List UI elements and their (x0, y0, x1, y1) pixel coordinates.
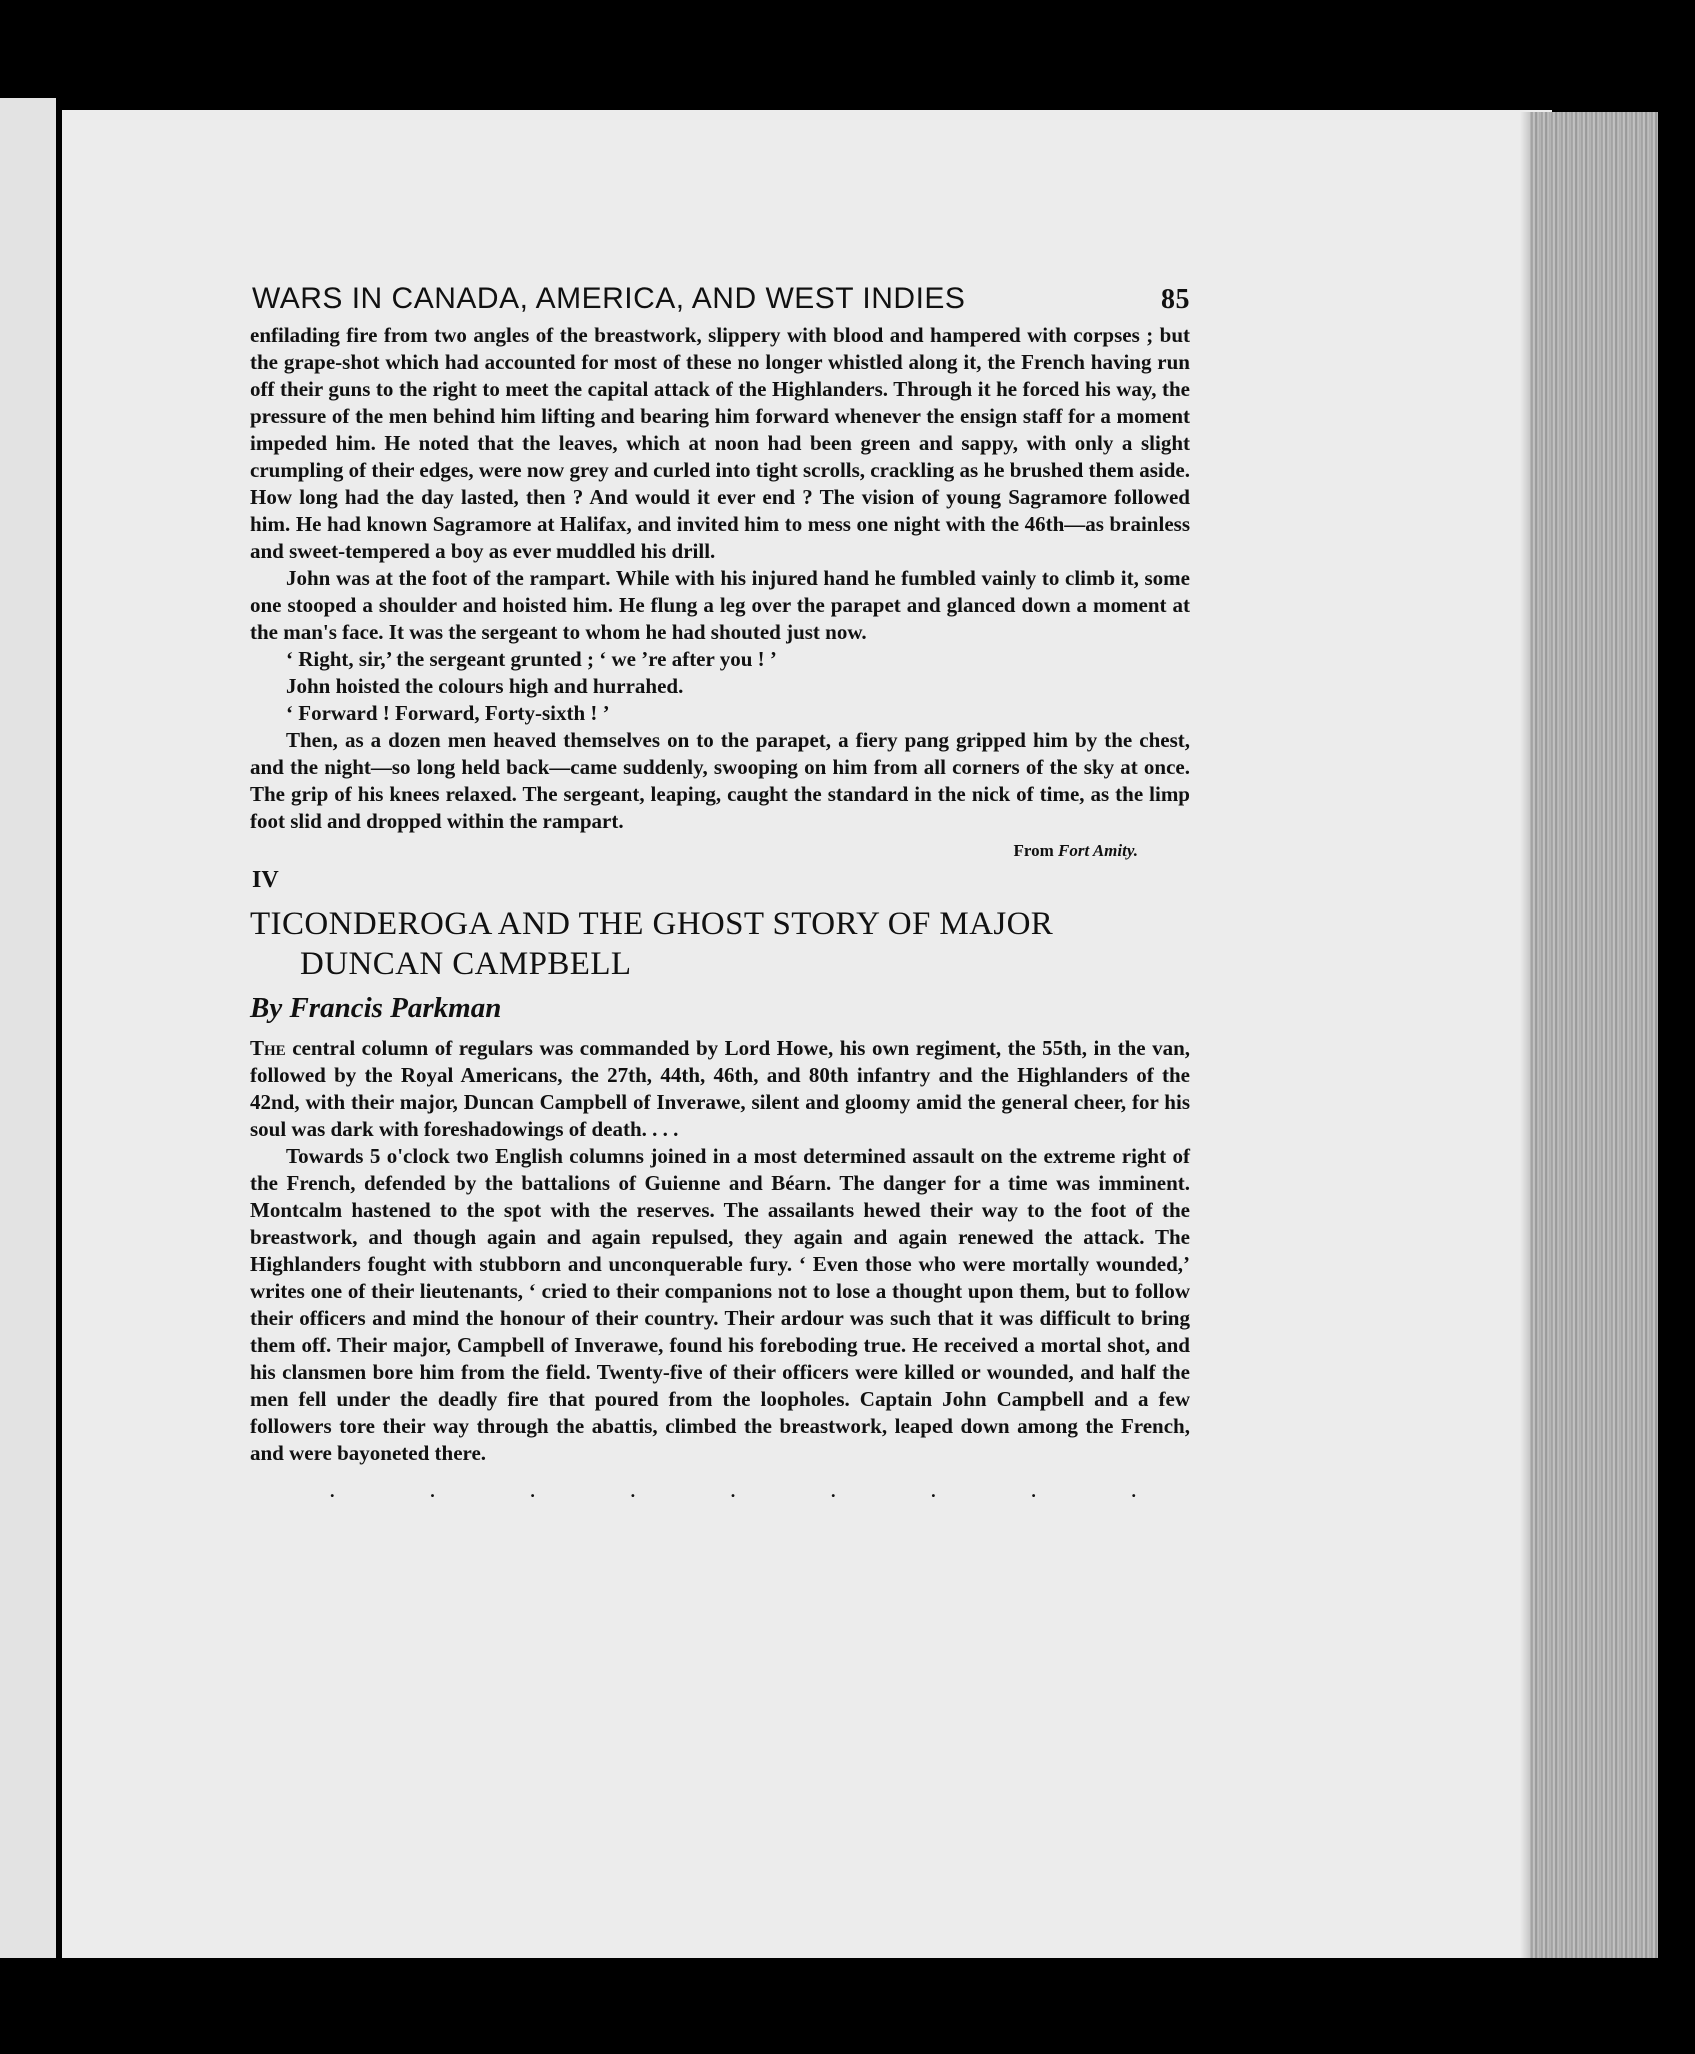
chapter-text (250, 1035, 1190, 1467)
paragraph: John hoisted the colours high and hurrahed. (286, 674, 684, 698)
paragraph: John was at the foot of the rampart. While with his injured hand he fumbled vainly to climb it, some one stooped a shoulder and hoisted him. He flung a leg over the parapet and glanced down a moment at the man's face. It was the sergeant to whom he had shouted just now. (250, 566, 1190, 644)
dot: . (1131, 1481, 1136, 1501)
lead-word: The (250, 1036, 286, 1060)
dot: . (630, 1481, 636, 1501)
dot: . (730, 1481, 736, 1501)
running-head (252, 282, 1190, 316)
dot: . (430, 1481, 435, 1501)
dot: . (1031, 1481, 1036, 1501)
source-title: Fort Amity. (1058, 841, 1138, 860)
paragraph (250, 1035, 1190, 1143)
facing-page-edge (0, 98, 56, 1958)
source-citation (250, 841, 1138, 861)
paragraph: enfilading fire from two angles of the breastwork, slippery with blood and hampered with corpses ; but the grape-shot which had accounted for most of these no longer whistled along it, the French having run off their guns to the right to meet the capital attack of the Highlanders. Through it he forced his way, the pressure of the men behind him lifting and bearing him forward whenever the ensign staff for a moment impeded him. He noted that the leaves, which at noon had been green and sappy, with only a slight crumpling of their edges, were now grey and curled into tight scrolls, crackling as he brushed them aside. How long had the day lasted, then ? And would it ever end ? The vision of young Sagramore followed him. He had known Sagramore at Halifax, and invited him to mess one night with the 46th—as brainless and sweet-tempered a boy as ever muddled his drill. (250, 323, 1190, 563)
paragraph: ‘ Forward ! Forward, Forty-sixth ! ’ (286, 701, 610, 725)
dot: . (330, 1481, 335, 1501)
chapter-title: TICONDEROGA AND THE GHOST STORY OF MAJOR DUNCAN CAMPBELL (250, 906, 1054, 982)
running-head-title: WARS IN CANADA, AMERICA, AND WEST INDIES (252, 282, 966, 315)
page-content (250, 282, 1190, 1502)
excerpt-text (250, 322, 1190, 835)
paragraph: Towards 5 o'clock two English columns joined in a most determined assault on the extreme right of the French, defended by the battalions of Guienne and Béarn. The danger for a time was imminent. Montcalm hastened to the spot with the reserves. The assailants hewed their way to the foot of the breastwork, and though again and again repulsed, they again and again renewed the attack. The Highlanders fought with stubborn and unconquerable fury. ‘ Even those who were mortally wounded,’ writes one of their lieutenants, ‘ cried to their companions not to lose a thought upon them, but to follow their officers and mind the honour of their country. Their ardour was such that it was difficult to bring them off. Their major, Campbell of Inverawe, found his foreboding true. He received a mortal shot, and his clansmen bore him from the field. Twenty-five of their officers were killed or wounded, and half the men fell under the deadly fire that poured from the loopholes. Captain John Campbell and a few followers tore their way through the abattis, climbed the breastwork, leaped down among the French, and were bayoneted there. (250, 1144, 1190, 1465)
paragraph: Then, as a dozen men heaved themselves on to the parapet, a fiery pang gripped him by the chest, and the night—so long held back—came suddenly, swooping on him from all corners of the sky at once. The grip of his knees relaxed. The sergeant, leaping, caught the standard in the nick of time, as the limp foot slid and dropped within the rampart. (250, 728, 1190, 833)
page-stack-edge (1530, 112, 1658, 1958)
byline: By Francis Parkman (250, 992, 502, 1024)
paragraph: ‘ Right, sir,’ the sergeant grunted ; ‘ we ’re after you ! ’ (286, 647, 777, 671)
paragraph-body: central column of regulars was commanded by Lord Howe, his own regiment, the 55th, in the van, followed by the Royal Americans, the 27th, 44th, 46th, and 80th infantry and the Highlanders of the 42nd, with their major, Duncan Campbell of Inverawe, silent and gloomy amid the general cheer, for his soul was dark with foreshadowings of death. . . . (250, 1036, 1191, 1141)
dot: . (530, 1481, 535, 1501)
page-number: 85 (1161, 284, 1190, 315)
section-number: IV (252, 867, 279, 893)
ellipsis-dots (250, 1467, 1190, 1502)
dot: . (830, 1481, 836, 1501)
dot: . (931, 1481, 936, 1501)
source-prefix: From (1013, 841, 1054, 860)
